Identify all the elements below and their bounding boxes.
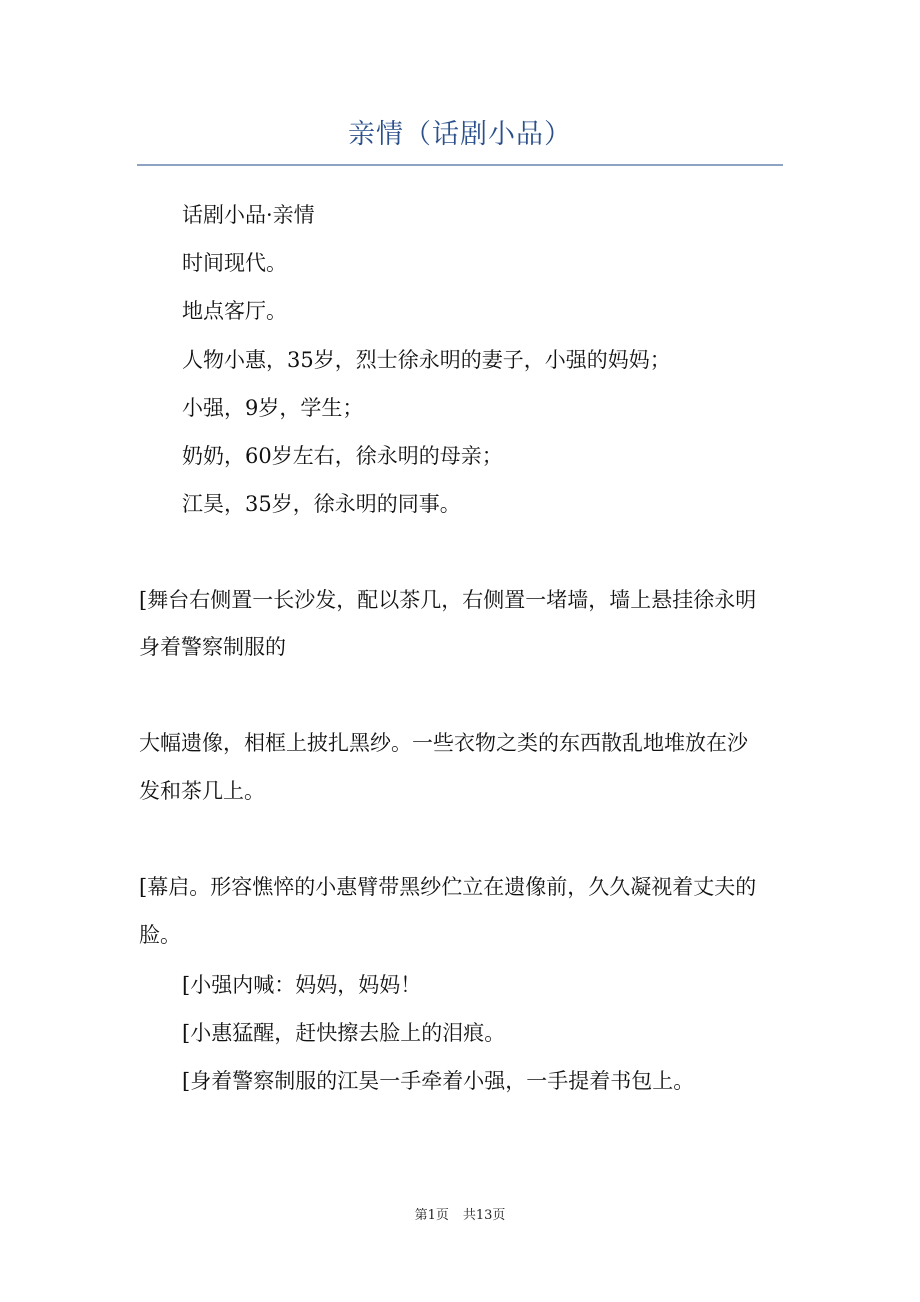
dialogue-line: [小强内喊：妈妈，妈妈！ [182, 973, 422, 997]
page-footer [0, 1206, 920, 1226]
header-line: 奶奶，60岁左右，徐永明的母亲； [182, 444, 503, 468]
stage-direction-line: 发和茶几上。 [139, 779, 265, 803]
document-title: 亲情（话剧小品） [348, 119, 572, 150]
dialogue-line: [小惠猛醒，赶快擦去脸上的泪痕。 [182, 1021, 506, 1045]
page-total: 共13页 [462, 1208, 506, 1223]
stage-direction-line: 脸。 [139, 923, 181, 947]
stage-direction-line: 身着警察制服的 [139, 635, 286, 659]
stage-direction-line: [舞台右侧置一长沙发，配以茶几，右侧置一堵墙，墙上悬挂徐永明 [139, 588, 757, 612]
page-number: 第1页 [414, 1208, 449, 1223]
dialogue-line: [身着警察制服的江昊一手牵着小强，一手提着书包上。 [182, 1069, 695, 1093]
header-line: 小强，9岁，学生； [182, 396, 364, 420]
stage-direction-line: [幕启。形容憔悴的小惠臂带黑纱伫立在遗像前，久久凝视着丈夫的 [139, 875, 757, 899]
header-line: 江昊，35岁，徐永明的同事。 [182, 492, 461, 516]
stage-direction-line: 大幅遗像，相框上披扎黑纱。一些衣物之类的东西散乱地堆放在沙 [139, 731, 748, 755]
header-line: 时间现代。 [182, 251, 287, 275]
header-line: 地点客厅。 [182, 299, 287, 323]
header-line: 话剧小品·亲情 [182, 203, 315, 227]
header-line: 人物小惠，35岁，烈士徐永明的妻子，小强的妈妈； [182, 348, 671, 372]
title-divider [137, 164, 783, 166]
